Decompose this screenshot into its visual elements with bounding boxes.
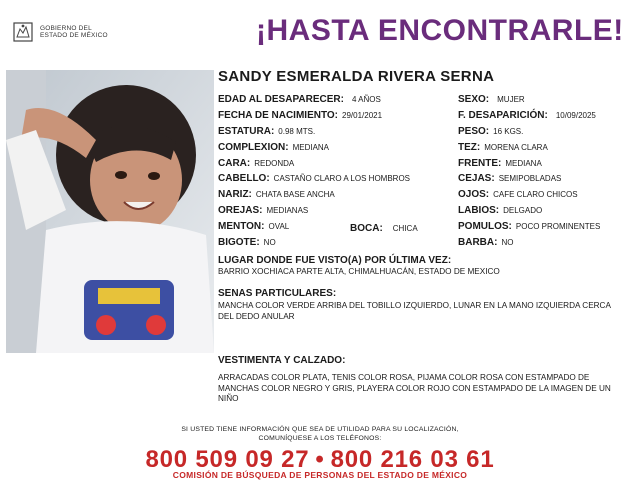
field-mouth: BOCA: CHICA bbox=[350, 223, 418, 234]
field-cheekbones: POMULOS: POCO PROMINENTES bbox=[458, 221, 601, 232]
headline: ¡HASTA ENCONTRARLE! bbox=[256, 14, 624, 47]
particular-marks-text: MANCHA COLOR VERDE ARRIBA DEL TOBILLO IZQUIERDO, LUNAR EN LA MANO IZQUIERDA CERCA DEL DEDO ANULAR bbox=[218, 301, 611, 321]
state-seal-icon bbox=[12, 21, 34, 43]
commission-name: COMISIÓN DE BÚSQUEDA DE PERSONAS DEL ESTADO DE MÉXICO bbox=[172, 470, 468, 480]
field-weight: PESO: 16 KGS. bbox=[458, 126, 524, 137]
field-beard: BARBA: NO bbox=[458, 237, 514, 248]
field-lips: LABIOS: DELGADO bbox=[458, 205, 543, 216]
phone-separator: • bbox=[315, 446, 325, 473]
field-face: CARA: REDONDA bbox=[218, 158, 295, 169]
field-disappearance-date: F. DESAPARICIÓN: 10/09/2025 bbox=[458, 110, 596, 121]
field-nose: NARIZ: CHATA BASE ANCHA bbox=[218, 189, 335, 200]
field-forehead: FRENTE: MEDIANA bbox=[458, 158, 542, 169]
phone-1[interactable]: 800 509 09 27 bbox=[145, 446, 310, 473]
child-photo-illustration bbox=[6, 70, 214, 353]
field-skin: TEZ: MORENA CLARA bbox=[458, 142, 548, 153]
particular-marks-title: SENAS PARTICULARES: bbox=[218, 288, 337, 299]
field-hair: CABELLO: CASTAÑO CLARO A LOS HOMBROS bbox=[218, 173, 410, 184]
government-logo bbox=[12, 20, 142, 44]
clothing-title: VESTIMENTA Y CALZADO: bbox=[218, 355, 346, 366]
header bbox=[0, 0, 640, 62]
field-ears: OREJAS: MEDIANAS bbox=[218, 205, 309, 216]
last-seen-text: BARRIO XOCHIACA PARTE ALTA, CHIMALHUACÁN, ESTADO DE MEXICO bbox=[218, 267, 500, 276]
phone-2[interactable]: 800 216 03 61 bbox=[330, 446, 495, 473]
missing-person-photo bbox=[6, 70, 214, 353]
field-eyebrows: CEJAS: SEMIPOBLADAS bbox=[458, 173, 562, 184]
field-age: EDAD AL DESAPARECER: 4 AÑOS bbox=[218, 94, 381, 105]
field-height: ESTATURA: 0.98 MTS. bbox=[218, 126, 316, 137]
person-name: SANDY ESMERALDA RIVERA SERNA bbox=[218, 68, 495, 85]
clothing-text: ARRACADAS COLOR PLATA, TENIS COLOR ROSA, PIJAMA COLOR ROSA CON ESTAMPADO DE MANCHAS COLOR NEGRO Y GRIS, PLAYERA COLOR ROJO CON ESTAMPADO DE LA IMAGEN DE UN NIÑO bbox=[218, 373, 611, 404]
field-chin: MENTON: OVAL bbox=[218, 221, 290, 232]
contact-note: SI USTED TIENE INFORMACIÓN QUE SEA DE UTILIDAD PARA SU LOCALIZACIÓN, COMUNÍQUESE A LOS TELÉFONOS: bbox=[181, 426, 459, 442]
field-mustache: BIGOTE: NO bbox=[218, 237, 276, 248]
field-birthdate: FECHA DE NACIMIENTO: 29/01/2021 bbox=[218, 110, 383, 121]
government-name: GOBIERNO DEL ESTADO DE MÉXICO bbox=[40, 24, 108, 39]
field-complexion: COMPLEXION: MEDIANA bbox=[218, 142, 330, 153]
last-seen-title: LUGAR DONDE FUE VISTO(A) POR ÚLTIMA VEZ: bbox=[218, 255, 452, 266]
field-sex: SEXO: MUJER bbox=[458, 94, 525, 105]
field-eyes: OJOS: CAFE CLARO CHICOS bbox=[458, 189, 578, 200]
